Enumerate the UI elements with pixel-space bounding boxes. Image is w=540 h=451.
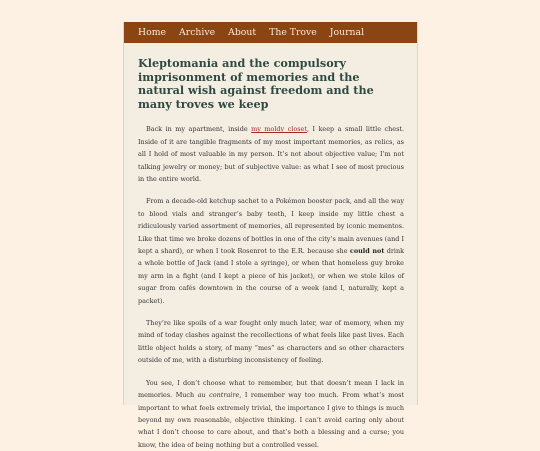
paragraph-4-italic: au contraire [197,391,240,400]
article [124,43,417,451]
nav-about[interactable]: About [228,27,257,38]
paragraph-2 [138,195,404,307]
paragraph-4-text-b: , I remember way too much. From what’s most important to what feels extremely trivial, the importance I give to things is much beyond my own reasonable, objective thinking. I can’t avoid caring only about what I don’t choose to care about, and that’s both a blessing and a curse; you know, the idea of being nothing but a controlled vessel. [138,391,404,449]
paragraph-4 [138,377,404,451]
paragraph-1-text-b: , I keep a small little chest. Inside of it are tangible fragments of my most important memories, as relics, as all I hold of most valuable in my person. It’s not about objective value; I’m not talking jewelry or money; but of subjective value: as what I see of most precious in the entire world. [138,125,405,183]
nav-home[interactable]: Home [138,27,167,38]
paragraph-2-text-b: drink a whole bottle of Jack (and I stole a syringe), or when that homeless guy broke my arm in a fight (and I kept a piece of his jacket), or when we stole kilos of sugar from cafés downtown in the course of a week (and I, naturally, kept a packet). [138,247,405,305]
paragraph-1-text-a: Back in my apartment, inside [146,125,252,134]
moldy-closet-link[interactable]: my moldy closet [251,125,307,134]
page-container [123,22,418,449]
paragraph-2-text-a: From a decade-old ketchup sachet to a Pokémon booster pack, and all the way to blood vials and stranger’s baby teeth, I keep inside my little chest a ridiculously varied assortment of memories, all represented by iconic mementos. Like that time we broke dozens of bottles in one of the city’s main avenues (and I kept a shard), or when I took Rosenrot to the E.R. because she [138,197,404,256]
paragraph-3: They’re like spoils of a war fought only much later, war of memory, when my mind of today clashes against the recollections of what feels like past lives. Each little object holds a story, of many “mes” as characters and so other characters outside of me, with a disturbing inconsistency of feeling. [138,319,404,365]
paragraph-2-bold: could not [349,247,385,256]
article-title: Kleptomania and the compulsory imprisonment of memories and the natural wish against freedom and the many troves we keep [138,56,374,111]
nav-the-trove[interactable]: The Trove [269,27,317,38]
paragraph-4-text-a: You see, I don’t choose what to remember, but that doesn’t mean I lack in memories. Much [138,378,404,400]
top-nav [124,22,417,43]
nav-journal[interactable]: Journal [329,27,365,38]
nav-archive[interactable]: Archive [179,27,216,38]
paragraph-1 [138,123,404,185]
